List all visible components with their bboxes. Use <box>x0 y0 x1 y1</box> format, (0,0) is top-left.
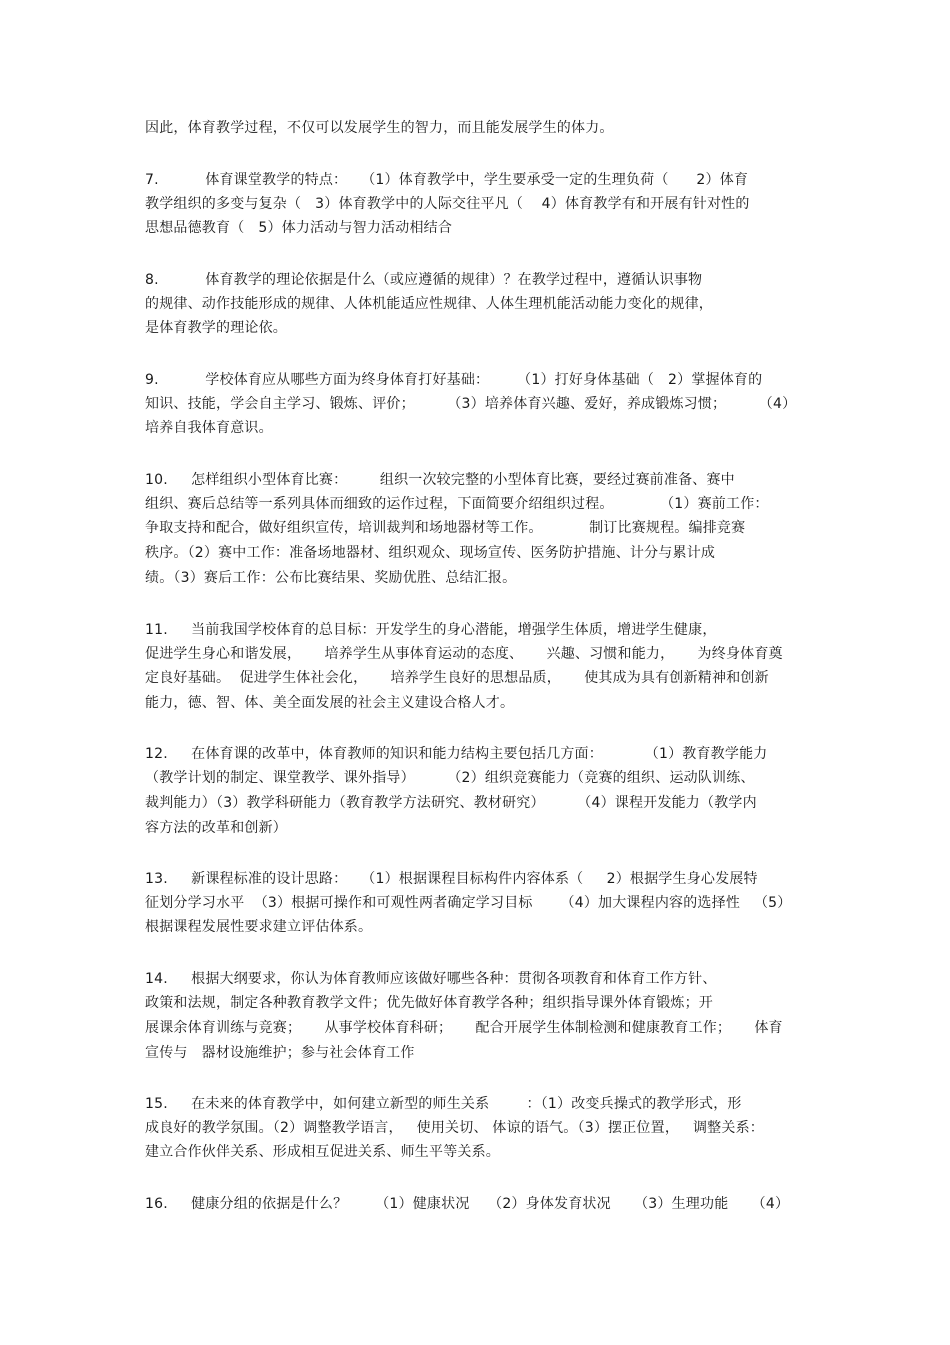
text-line: 的规律、动作技能形成的规律、人体机能适应性规律、人体生理机能活动能力变化的规律， <box>145 296 713 312</box>
text-line: 宣传与 器材设施维护；参与社会体育工作 <box>145 1045 415 1061</box>
text-line: 争取支持和配合，做好组织宣传，培训裁判和场地器材等工作。 制订比赛规程。编排竞赛 <box>145 520 746 536</box>
text-line: 是体育教学的理论依。 <box>145 320 287 336</box>
text-line: 裁判能力）（3）教学科研能力（教育教学方法研究、教材研究） （4）课程开发能力（教学内 <box>145 795 757 811</box>
text-line: 能力，德、智、体、美全面发展的社会主义建设合格人才。 <box>145 695 515 711</box>
text-line: 根据课程发展性要求建立评估体系。 <box>145 919 373 935</box>
text-line: 成良好的教学氛围。（2）调整教学语言， 使用关切、 体谅的语气。（3）摆正位置， 调整关系： <box>145 1120 764 1136</box>
text-line: 促进学生身心和谐发展， 培养学生从事体育运动的态度、 兴趣、习惯和能力， 为终身体育奠 <box>145 646 783 662</box>
text-line: 定良好基础。 促进学生体社会化， 培养学生良好的思想品质， 使其成为具有创新精神和创新 <box>145 670 769 686</box>
text-line: 14. 根据大纲要求，你认为体育教师应该做好哪些各种：贯彻各项教育和体育工作方针、 <box>145 971 717 987</box>
text-line: 因此，体育教学过程，不仅可以发展学生的智力，而且能发展学生的体力。 <box>145 120 614 136</box>
text-line: 培养自我体育意识。 <box>145 420 273 436</box>
text-line: 16. 健康分组的依据是什么？ （1）健康状况 （2）身体发育状况 （3）生理功能 （4） <box>145 1196 790 1212</box>
text-line: 11. 当前我国学校体育的总目标：开发学生的身心潜能，增强学生体质，增进学生健康， <box>145 622 717 638</box>
text-line: 思想品德教育（ 5）体力活动与智力活动相结合 <box>145 220 453 236</box>
text-line: 8. 体育教学的理论依据是什么（或应遵循的规律）？在教学过程中，遵循认识事物 <box>145 272 703 288</box>
text-line: 10. 怎样组织小型体育比赛： 组织一次较完整的小型体育比赛，要经过赛前准备、赛中 <box>145 472 735 488</box>
text-line: 建立合作伙伴关系、形成相互促进关系、师生平等关系。 <box>145 1144 500 1160</box>
text-line: 组织、赛后总结等一系列具体而细致的运作过程，下面简要介绍组织过程。 （1）赛前工作： <box>145 496 769 512</box>
text-line: 12. 在体育课的改革中，体育教师的知识和能力结构主要包括几方面： （1）教育教学能力 <box>145 746 768 762</box>
text-line: 绩。（3）赛后工作：公布比赛结果、奖励优胜、总结汇报。 <box>145 570 517 586</box>
text-line: 15. 在未来的体育教学中，如何建立新型的师生关系 ：（1）改变兵操式的教学形式，形 <box>145 1096 742 1112</box>
text-line: 教学组织的多变与复杂（ 3）体育教学中的人际交往平凡（ 4）体育教学有和开展有针对性的 <box>145 196 750 212</box>
text-line: 知识、技能，学会自主学习、锻炼、评价； （3）培养体育兴趣、爱好，养成锻炼习惯； （4） <box>145 396 797 412</box>
text-line: 容方法的改革和创新） <box>145 820 287 836</box>
text-line: 9. 学校体育应从哪些方面为终身体育打好基础： （1）打好身体基础（ 2）掌握体育的 <box>145 372 763 388</box>
text-line: 13. 新课程标准的设计思路： （1）根据课程目标构件内容体系（ 2）根据学生身心发展特 <box>145 871 758 887</box>
text-line: （教学计划的制定、课堂教学、课外指导） （2）组织竞赛能力（竞赛的组织、运动队训练、 <box>145 770 755 786</box>
text-line: 7. 体育课堂教学的特点： （1）体育教学中，学生要承受一定的生理负荷（ 2）体育 <box>145 172 749 188</box>
text-line: 秩序。（2）赛中工作：准备场地器材、组织观众、现场宣传、医务防护措施、计分与累计成 <box>145 545 716 561</box>
text-line: 征划分学习水平 （3）根据可操作和可观性两者确定学习目标 （4）加大课程内容的选择性 （5） <box>145 895 792 911</box>
text-line: 政策和法规，制定各种教育教学文件；优先做好体育教学各种；组织指导课外体育锻炼；开 <box>145 995 713 1011</box>
text-line: 展课余体育训练与竞赛； 从事学校体育科研； 配合开展学生体制检测和健康教育工作； 体育 <box>145 1020 783 1036</box>
